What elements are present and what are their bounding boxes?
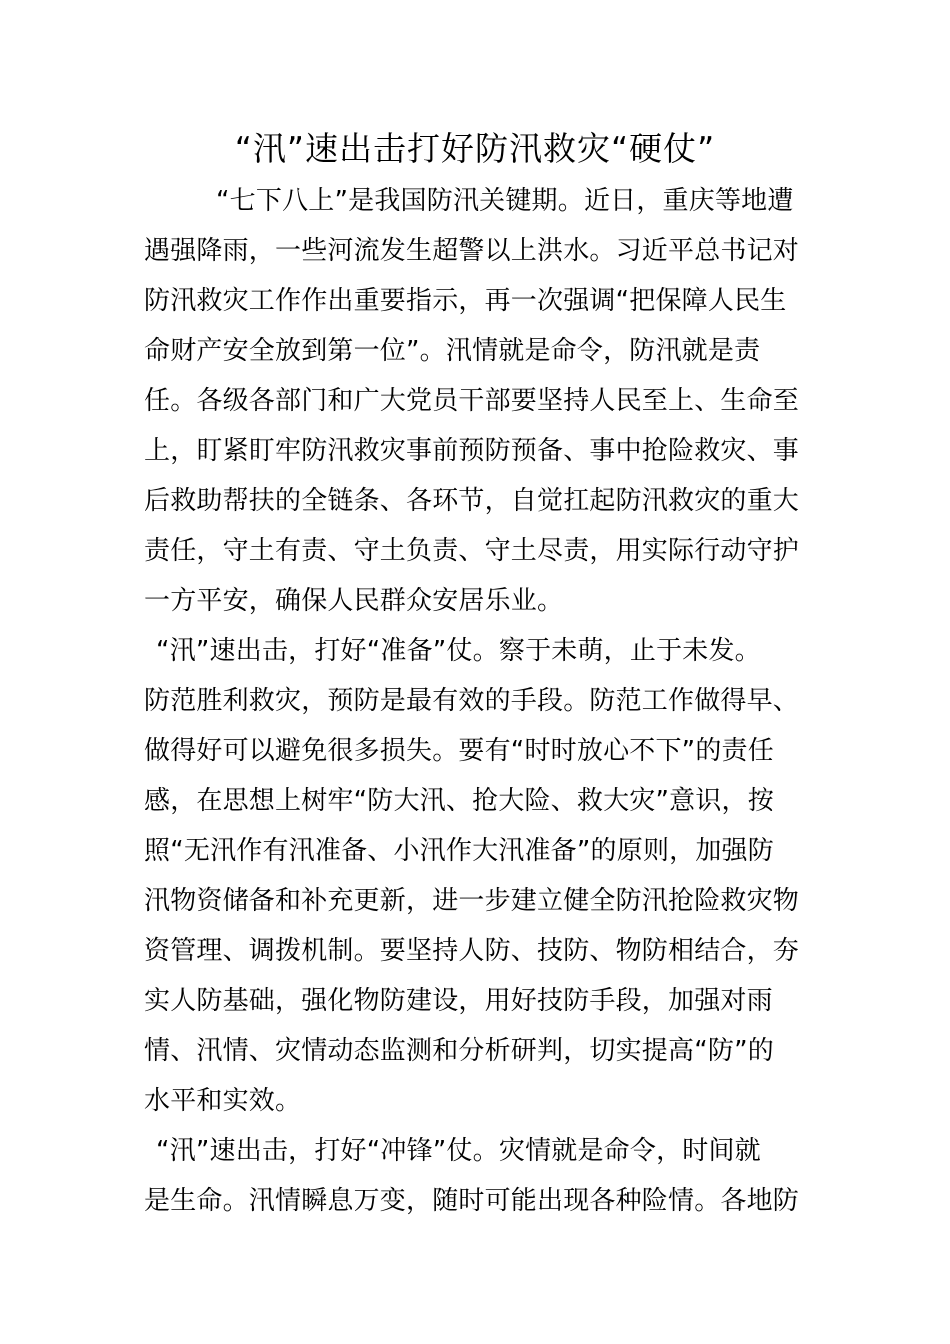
text-line: 命财产安全放到第一位”。汛情就是命令，防汛就是责 xyxy=(144,336,761,366)
text-line: 是生命。汛情瞬息万变，随时可能出现各种险情。各地防 xyxy=(144,1186,800,1216)
text-line: 任。各级各部门和广大党员干部要坚持人民至上、生命至 xyxy=(144,386,800,416)
text-line: 防范胜利救灾，预防是最有效的手段。防范工作做得早、 xyxy=(144,686,800,716)
text-line: 感，在思想上树牢“防大汛、抢大险、救大灾”意识，按 xyxy=(144,786,774,816)
paragraph xyxy=(144,176,814,626)
text-line: 后救助帮扶的全链条、各环节，自觉扛起防汛救灾的重大 xyxy=(144,486,800,516)
text-line: 资管理、调拨机制。要坚持人防、技防、物防相结合，夯 xyxy=(144,936,800,966)
text-line: “汛”速出击，打好“冲锋”仗。灾情就是命令，时间就 xyxy=(156,1136,761,1166)
text-line: 汛物资储备和补充更新，进一步建立健全防汛抢险救灾物 xyxy=(144,886,800,916)
text-line: 遇强降雨，一些河流发生超警以上洪水。习近平总书记对 xyxy=(144,236,800,266)
text-line: 情、汛情、灾情动态监测和分析研判，切实提高“防”的 xyxy=(144,1036,774,1066)
document-title: “汛”速出击打好防汛救灾“硬仗” xyxy=(234,129,716,168)
text-line: 实人防基础，强化物防建设，用好技防手段，加强对雨 xyxy=(144,986,773,1016)
text-line: 照“无汛作有汛准备、小汛作大汛准备”的原则，加强防 xyxy=(144,836,774,866)
document-body xyxy=(144,176,814,1226)
text-line: 防汛救灾工作作出重要指示，再一次强调“把保障人民生 xyxy=(144,286,787,316)
text-line: “七下八上”是我国防汛关键期。近日，重庆等地遭 xyxy=(216,186,794,216)
text-line: 一方平安，确保人民群众安居乐业。 xyxy=(144,586,564,616)
text-line: 责任，守土有责、守土负责、守土尽责，用实际行动守护 xyxy=(144,536,800,566)
text-line: 上，盯紧盯牢防汛救灾事前预防预备、事中抢险救灾、事 xyxy=(144,436,800,466)
text-line: 水平和实效。 xyxy=(144,1086,302,1116)
text-line: “汛”速出击，打好“准备”仗。察于未萌，止于未发。 xyxy=(156,636,761,666)
paragraph xyxy=(144,626,814,1126)
paragraph xyxy=(144,1126,814,1226)
text-line: 做得好可以避免很多损失。要有“时时放心不下”的责任 xyxy=(144,736,774,766)
